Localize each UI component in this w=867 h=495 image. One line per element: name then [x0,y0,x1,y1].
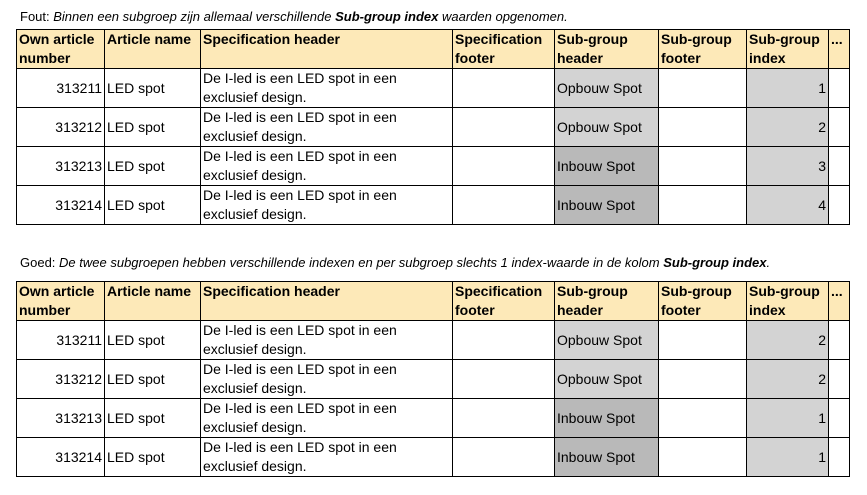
header-article-name: Article name [105,30,201,69]
cell-article-number: 313213 [17,147,105,186]
cell-subgroup-index: 1 [747,399,829,438]
header-subgroup-index: Sub-group index [747,282,829,321]
cell-specification-header: De I-led is een LED spot in een exclusief design. [201,438,453,477]
cell-specification-footer [453,69,555,108]
cell-subgroup-index: 3 [747,147,829,186]
cell-subgroup-footer [659,438,747,477]
cell-subgroup-header: Inbouw Spot [555,186,659,225]
header-subgroup-footer: Sub-group footer [659,282,747,321]
cell-article-number: 313211 [17,321,105,360]
cell-subgroup-footer [659,186,747,225]
caption-good [20,255,770,271]
cell-subgroup-index: 2 [747,321,829,360]
cell-specification-header: De I-led is een LED spot in een exclusief design. [201,360,453,399]
cell-specification-header: De I-led is een LED spot in een exclusief design. [201,108,453,147]
cell-article-name: LED spot [105,360,201,399]
cell-subgroup-footer [659,399,747,438]
caption-bad-italic: Binnen een subgroep zijn allemaal verschillende [53,9,336,24]
cell-subgroup-footer [659,360,747,399]
cell-subgroup-header: Inbouw Spot [555,147,659,186]
cell-more [829,147,850,186]
cell-article-number: 313214 [17,186,105,225]
caption-good-bold: Sub-group index [663,255,767,270]
cell-specification-header: De I-led is een LED spot in een exclusief design. [201,399,453,438]
cell-article-name: LED spot [105,108,201,147]
cell-subgroup-footer [659,108,747,147]
header-specification-footer: Specification footer [453,282,555,321]
cell-specification-footer [453,399,555,438]
cell-subgroup-index: 1 [747,438,829,477]
header-specification-header: Specification header [201,282,453,321]
cell-subgroup-index: 2 [747,108,829,147]
header-own-article-number: Own article number [17,30,105,69]
header-more: ... [829,282,850,321]
cell-article-name: LED spot [105,186,201,225]
cell-specification-footer [453,438,555,477]
cell-article-name: LED spot [105,438,201,477]
table-header-row [17,30,850,69]
cell-more [829,69,850,108]
table-row [17,360,850,399]
cell-more [829,360,850,399]
header-more: ... [829,30,850,69]
cell-more [829,186,850,225]
cell-subgroup-footer [659,321,747,360]
caption-good-tail: . [766,255,771,270]
table-row [17,147,850,186]
cell-article-name: LED spot [105,321,201,360]
cell-more [829,399,850,438]
cell-specification-header: De I-led is een LED spot in een exclusief design. [201,69,453,108]
table-row [17,321,850,360]
cell-article-number: 313211 [17,69,105,108]
caption-good-italic: De twee subgroepen hebben verschillende indexen en per subgroep slechts 1 index-waarde in de kolom [59,255,664,270]
cell-subgroup-header: Opbouw Spot [555,69,659,108]
cell-more [829,438,850,477]
table-row [17,438,850,477]
table-row [17,399,850,438]
header-subgroup-header: Sub-group header [555,30,659,69]
cell-article-name: LED spot [105,399,201,438]
cell-specification-footer [453,360,555,399]
header-specification-footer: Specification footer [453,30,555,69]
caption-bad-bold: Sub-group index [335,9,439,24]
header-subgroup-footer: Sub-group footer [659,30,747,69]
header-article-name: Article name [105,282,201,321]
cell-article-number: 313212 [17,108,105,147]
cell-subgroup-header: Opbouw Spot [555,360,659,399]
cell-article-name: LED spot [105,147,201,186]
cell-subgroup-header: Inbouw Spot [555,438,659,477]
table-row [17,69,850,108]
caption-bad [20,9,568,25]
cell-article-number: 313214 [17,438,105,477]
header-specification-header: Specification header [201,30,453,69]
cell-subgroup-footer [659,69,747,108]
cell-subgroup-index: 2 [747,360,829,399]
cell-subgroup-header: Opbouw Spot [555,321,659,360]
caption-bad-prefix: Fout: [20,9,54,24]
header-own-article-number: Own article number [17,282,105,321]
cell-subgroup-header: Opbouw Spot [555,108,659,147]
cell-specification-header: De I-led is een LED spot in een exclusief design. [201,147,453,186]
cell-subgroup-index: 1 [747,69,829,108]
table-row [17,108,850,147]
table-bad [16,29,850,225]
cell-subgroup-footer [659,147,747,186]
cell-article-name: LED spot [105,69,201,108]
header-subgroup-header: Sub-group header [555,282,659,321]
caption-good-prefix: Goed: [20,255,60,270]
cell-specification-footer [453,321,555,360]
cell-specification-footer [453,186,555,225]
cell-specification-header: De I-led is een LED spot in een exclusief design. [201,186,453,225]
table-header-row [17,282,850,321]
cell-specification-footer [453,108,555,147]
cell-specification-footer [453,147,555,186]
cell-more [829,321,850,360]
cell-specification-header: De I-led is een LED spot in een exclusief design. [201,321,453,360]
cell-article-number: 313212 [17,360,105,399]
header-subgroup-index: Sub-group index [747,30,829,69]
cell-subgroup-header: Inbouw Spot [555,399,659,438]
table-good [16,281,850,477]
cell-subgroup-index: 4 [747,186,829,225]
cell-more [829,108,850,147]
table-row [17,186,850,225]
cell-article-number: 313213 [17,399,105,438]
caption-bad-tail: waarden opgenomen. [438,9,568,24]
